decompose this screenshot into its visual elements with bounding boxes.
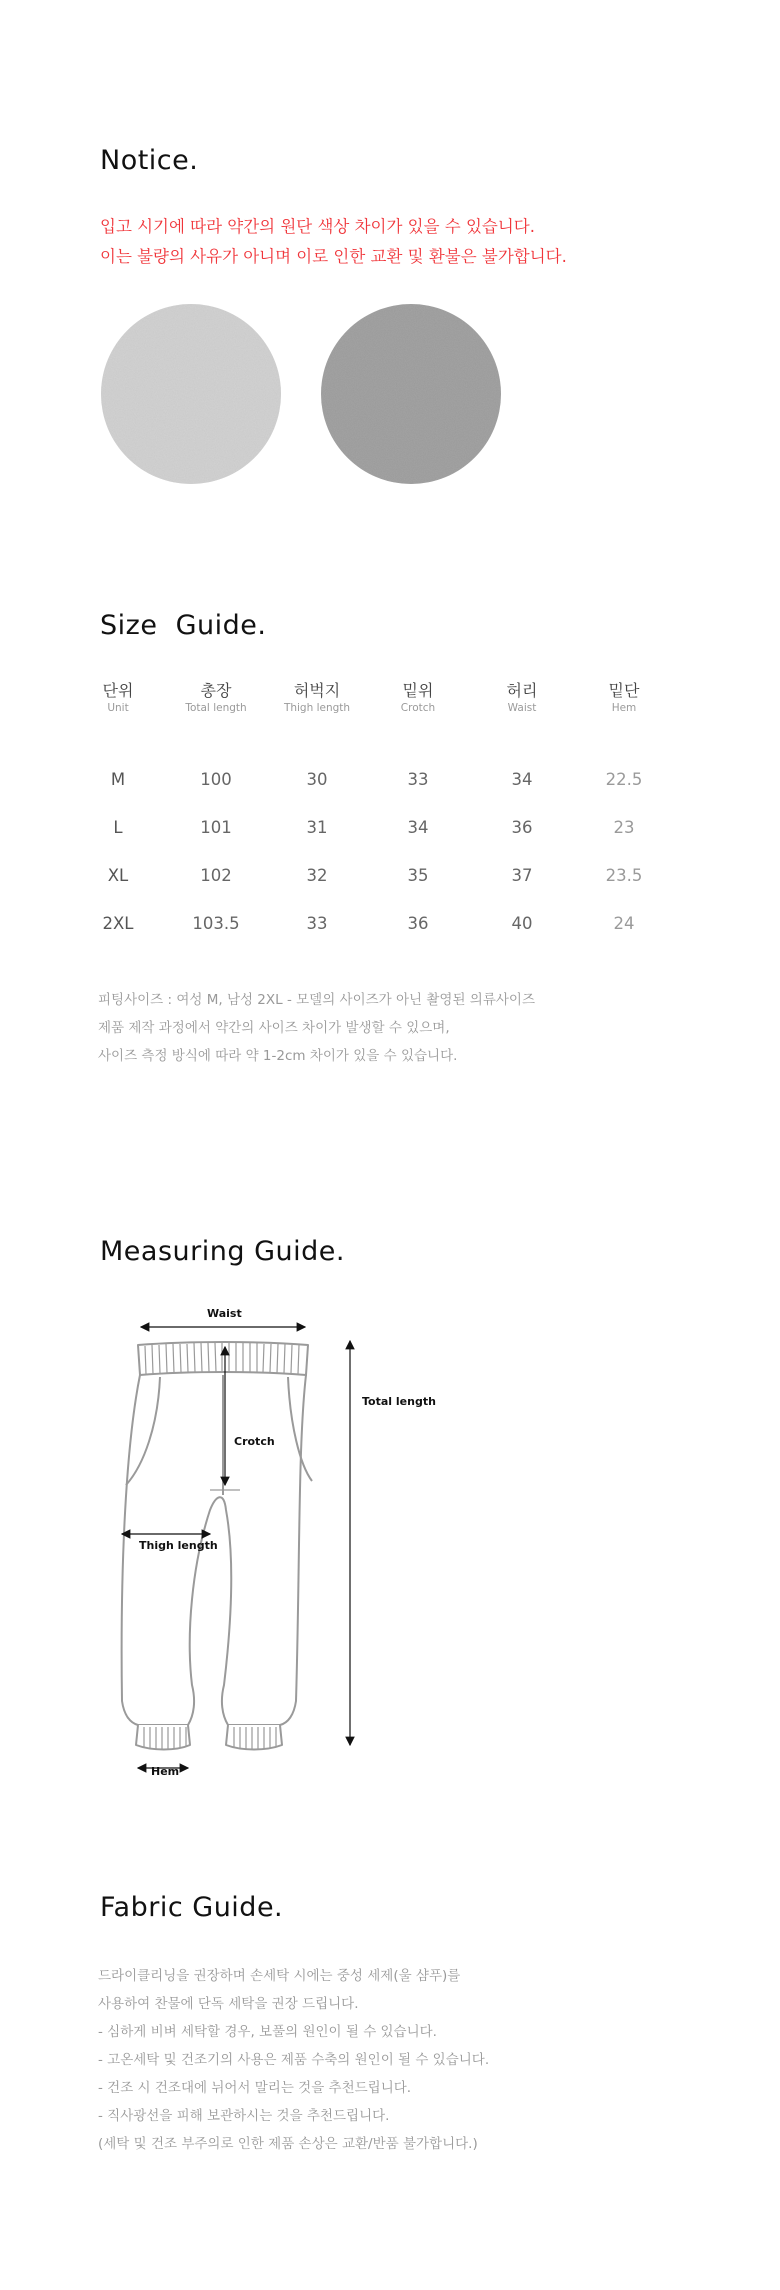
total-length-label: Total length	[362, 1395, 436, 1408]
table-cell: 33	[407, 770, 429, 789]
col-header-unit-en: Unit	[107, 702, 129, 714]
hem-label: Hem	[151, 1765, 180, 1778]
col-header-waist-en: Waist	[507, 702, 537, 714]
col-header-hem-en: Hem	[611, 702, 637, 714]
col-header-total-en: Total length	[185, 702, 247, 714]
pants-diagram	[100, 1305, 440, 1785]
table-cell: M	[110, 770, 126, 789]
fabric-line-3: - 심하게 비벼 세탁할 경우, 보풀의 원인이 될 수 있습니다.	[98, 2024, 437, 2040]
fabric-line-5: - 건조 시 건조대에 뉘어서 말리는 것을 추천드립니다.	[98, 2080, 412, 2096]
notice-title: Notice.	[100, 145, 199, 176]
fabric-swatch-dark	[321, 304, 501, 484]
size-note-1: 피팅사이즈 : 여성 M, 남성 2XL - 모델의 사이즈가 아닌 촬영된 의류사이즈	[98, 992, 535, 1008]
table-cell: 30	[306, 770, 328, 789]
col-header-thigh-en: Thigh length	[283, 702, 351, 714]
col-header-crotch: 밑위	[402, 681, 434, 700]
table-cell: 2XL	[102, 914, 134, 933]
col-header-unit: 단위	[102, 681, 134, 700]
table-cell: L	[113, 818, 123, 837]
col-header-hem: 밑단	[608, 681, 640, 700]
table-cell: 24	[613, 914, 635, 933]
table-cell: 22.5	[605, 770, 643, 789]
col-header-waist: 허리	[506, 681, 538, 700]
fabric-line-6: - 직사광선을 피해 보관하시는 것을 추천드립니다.	[98, 2108, 390, 2124]
thigh-label: Thigh length	[139, 1539, 218, 1552]
table-cell: 100	[200, 770, 232, 789]
measuring-guide-title: Measuring Guide.	[100, 1236, 345, 1267]
crotch-label: Crotch	[234, 1435, 275, 1448]
table-cell: 40	[511, 914, 533, 933]
table-cell: 31	[306, 818, 328, 837]
size-note-2: 제품 제작 과정에서 약간의 사이즈 차이가 발생할 수 있으며,	[98, 1020, 450, 1036]
fabric-swatch-light	[101, 304, 281, 484]
table-cell: 32	[306, 866, 328, 885]
fabric-guide-title: Fabric Guide.	[100, 1892, 284, 1923]
table-cell: 35	[407, 866, 429, 885]
table-cell: 102	[200, 866, 232, 885]
fabric-line-7: (세탁 및 건조 부주의로 인한 제품 손상은 교환/반품 불가합니다.)	[98, 2136, 478, 2152]
table-cell: 36	[511, 818, 533, 837]
waist-label: Waist	[207, 1307, 242, 1320]
table-cell: 37	[511, 866, 533, 885]
notice-line-2: 이는 불량의 사유가 아니며 이로 인한 교환 및 환불은 불가합니다.	[100, 247, 567, 266]
notice-line-1: 입고 시기에 따라 약간의 원단 색상 차이가 있을 수 있습니다.	[100, 217, 535, 236]
fabric-line-2: 사용하여 찬물에 단독 세탁을 권장 드립니다.	[98, 1996, 359, 2012]
fabric-line-4: - 고온세탁 및 건조기의 사용은 제품 수축의 원인이 될 수 있습니다.	[98, 2052, 490, 2068]
table-cell: 23	[613, 818, 635, 837]
table-cell: 34	[511, 770, 533, 789]
col-header-crotch-en: Crotch	[400, 702, 436, 714]
table-cell: XL	[107, 866, 129, 885]
table-cell: 101	[200, 818, 232, 837]
table-cell: 23.5	[605, 866, 643, 885]
size-guide-title: Size Guide.	[100, 610, 267, 641]
col-header-total: 총장	[200, 681, 232, 700]
table-cell: 103.5	[192, 914, 240, 933]
table-cell: 33	[306, 914, 328, 933]
fabric-line-1: 드라이클리닝을 권장하며 손세탁 시에는 중성 세제(울 샴푸)를	[98, 1968, 461, 1984]
size-note-3: 사이즈 측정 방식에 따라 약 1-2cm 차이가 있을 수 있습니다.	[98, 1048, 458, 1064]
col-header-thigh: 허벅지	[293, 681, 341, 700]
table-cell: 36	[407, 914, 429, 933]
table-cell: 34	[407, 818, 429, 837]
